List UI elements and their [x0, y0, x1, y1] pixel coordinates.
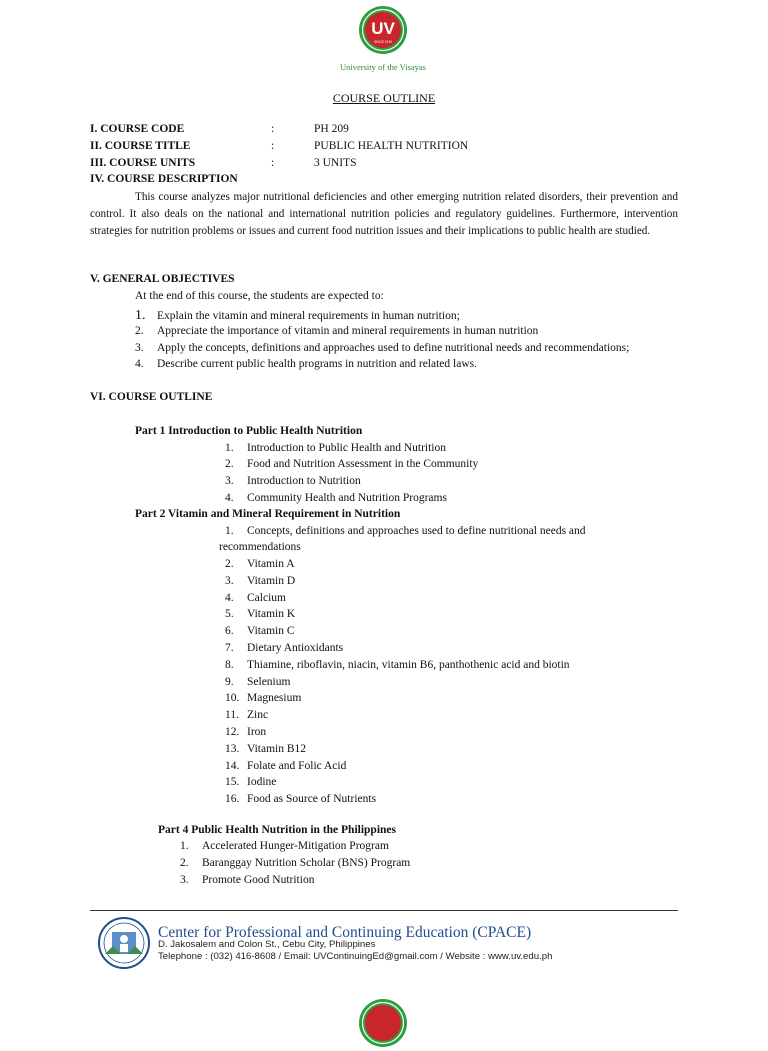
footer-divider: [90, 910, 678, 911]
outline-num: 2.: [180, 857, 189, 869]
course-title-value: PUBLIC HEALTH NUTRITION: [314, 140, 469, 152]
outline-item: [180, 874, 314, 886]
outline-num: 7.: [225, 642, 234, 654]
cpace-logo: [93, 916, 155, 970]
objective-item: [135, 342, 629, 354]
outline-num: 12.: [225, 726, 240, 738]
outline-item: [225, 592, 286, 604]
outline-text: Introduction to Public Health and Nutrition: [247, 442, 446, 454]
outline-num: 6.: [225, 625, 234, 637]
outline-text: Vitamin B12: [247, 743, 307, 755]
outline-text: Promote Good Nutrition: [202, 874, 315, 886]
outline-num: 4.: [225, 592, 234, 604]
outline-text: Food and Nutrition Assessment in the Community: [247, 458, 479, 470]
objective-text: Appreciate the importance of vitamin and mineral requirements in human nutrition: [157, 325, 539, 337]
logo-letters: UV: [371, 19, 395, 38]
page-title: COURSE OUTLINE: [332, 91, 436, 105]
cpace-contact: Telephone : (032) 416-8608 / Email: UVContinuingEd@gmail.com / Website : www.uv.edu.ph: [158, 951, 553, 962]
outline-num: 1.: [225, 442, 234, 454]
outline-num: 2.: [225, 458, 234, 470]
objective-item: [135, 325, 538, 337]
outline-item: [225, 525, 586, 537]
outline-text: Baranggay Nutrition Scholar (BNS) Program: [202, 857, 411, 869]
part1-title: Part 1 Introduction to Public Health Nutrition: [135, 425, 363, 437]
outline-text: Iodine: [247, 776, 277, 788]
outline-text: Food as Source of Nutrients: [247, 793, 377, 805]
outline-item: [180, 857, 410, 869]
outline-item: [225, 625, 295, 637]
outline-text: Community Health and Nutrition Programs: [247, 492, 447, 504]
outline-item: [225, 475, 361, 487]
objective-num: 3.: [135, 342, 144, 354]
outline-num: 2.: [225, 558, 234, 570]
course-units-sep: :: [271, 157, 275, 169]
outline-item: [225, 709, 268, 721]
outline-num: 15.: [225, 776, 240, 788]
outline-num: 16.: [225, 793, 240, 805]
course-code-sep: :: [271, 123, 275, 135]
outline-text: Calcium: [247, 592, 286, 604]
objective-item: [135, 358, 477, 370]
objective-item: [135, 308, 460, 324]
course-code-value: PH 209: [314, 123, 349, 135]
outline-item: [225, 575, 295, 587]
outline-heading: VI. COURSE OUTLINE: [90, 391, 213, 403]
outline-item: [225, 442, 446, 454]
objective-num: 1.: [135, 308, 146, 323]
course-code-label: I. COURSE CODE: [90, 123, 185, 135]
outline-item: [225, 726, 266, 738]
outline-num: 11.: [225, 709, 239, 721]
university-logo: [358, 5, 408, 55]
outline-text: Dietary Antioxidants: [247, 642, 344, 654]
outline-num: 3.: [225, 575, 234, 587]
outline-num: 4.: [225, 492, 234, 504]
next-page-logo: [358, 998, 408, 1048]
outline-num: 9.: [225, 676, 234, 688]
description-heading: IV. COURSE DESCRIPTION: [90, 173, 238, 185]
objective-num: 2.: [135, 325, 144, 337]
outline-item: [225, 793, 376, 805]
outline-num: 1.: [225, 525, 234, 537]
university-name: University of the Visayas: [340, 62, 426, 72]
outline-item: [225, 558, 295, 570]
objective-num: 4.: [135, 358, 144, 370]
outline-text: Iron: [247, 726, 267, 738]
outline-item: [225, 458, 478, 470]
objective-text: Apply the concepts, definitions and approaches used to define nutritional needs and recommendations;: [157, 342, 630, 354]
course-title-sep: :: [271, 140, 275, 152]
outline-text: Zinc: [247, 709, 269, 721]
outline-text: Vitamin C: [247, 625, 295, 637]
part2-title: Part 2 Vitamin and Mineral Requirement in Nutrition: [135, 508, 401, 520]
outline-text: Introduction to Nutrition: [247, 475, 361, 487]
course-units-value: 3 UNITS: [314, 157, 357, 169]
outline-text: Selenium: [247, 676, 291, 688]
outline-text: Vitamin K: [247, 608, 296, 620]
description-text: This course analyzes major nutritional deficiencies and other emerging nutrition related disorders, their prevention and control. It also deals on the national and international nutrition policies and regulatory guidelines. Furthermore, intervention strategies for nutrition problems or issues and current food nutrition issues and their implications to public health are studied.: [90, 191, 678, 237]
course-units-label: III. COURSE UNITS: [90, 157, 196, 169]
outline-num: 3.: [180, 874, 189, 886]
outline-text: Concepts, definitions and approaches used to define nutritional needs and: [247, 525, 586, 537]
outline-num: 1.: [180, 840, 189, 852]
logo-seal-text: SINCE 1919: [374, 40, 392, 44]
outline-item: [180, 840, 389, 852]
outline-text: Thiamine, riboflavin, niacin, vitamin B6, panthothenic acid and biotin: [247, 659, 570, 671]
outline-text: Magnesium: [247, 692, 302, 704]
outline-num: 5.: [225, 608, 234, 620]
outline-item: [225, 659, 570, 671]
objectives-heading: V. GENERAL OBJECTIVES: [90, 273, 235, 285]
outline-text: Vitamin D: [247, 575, 296, 587]
objective-text: Describe current public health programs in nutrition and related laws.: [157, 358, 477, 370]
course-title-label: II. COURSE TITLE: [90, 140, 191, 152]
outline-text-cont: recommendations: [219, 541, 301, 553]
cpace-center-name: Center for Professional and Continuing Education (CPACE): [158, 924, 532, 941]
outline-num: 13.: [225, 743, 240, 755]
outline-text: Folate and Folic Acid: [247, 760, 347, 772]
outline-num: 14.: [225, 760, 240, 772]
outline-item: [225, 692, 301, 704]
outline-item: [225, 743, 306, 755]
outline-item: [225, 642, 343, 654]
outline-item: [225, 776, 276, 788]
outline-text: Accelerated Hunger-Mitigation Program: [202, 840, 389, 852]
outline-num: 10.: [225, 692, 240, 704]
outline-item: [225, 676, 290, 688]
objectives-intro: At the end of this course, the students are expected to:: [135, 290, 384, 302]
cpace-address: D. Jakosalem and Colon St., Cebu City, Philippines: [158, 939, 376, 950]
part4-title: Part 4 Public Health Nutrition in the Philippines: [158, 824, 397, 836]
outline-item: [225, 760, 346, 772]
objective-text: Explain the vitamin and mineral requirements in human nutrition;: [157, 310, 460, 322]
outline-num: 8.: [225, 659, 234, 671]
outline-text: Vitamin A: [247, 558, 295, 570]
outline-item: [225, 608, 295, 620]
outline-item: [225, 492, 447, 504]
outline-num: 3.: [225, 475, 234, 487]
